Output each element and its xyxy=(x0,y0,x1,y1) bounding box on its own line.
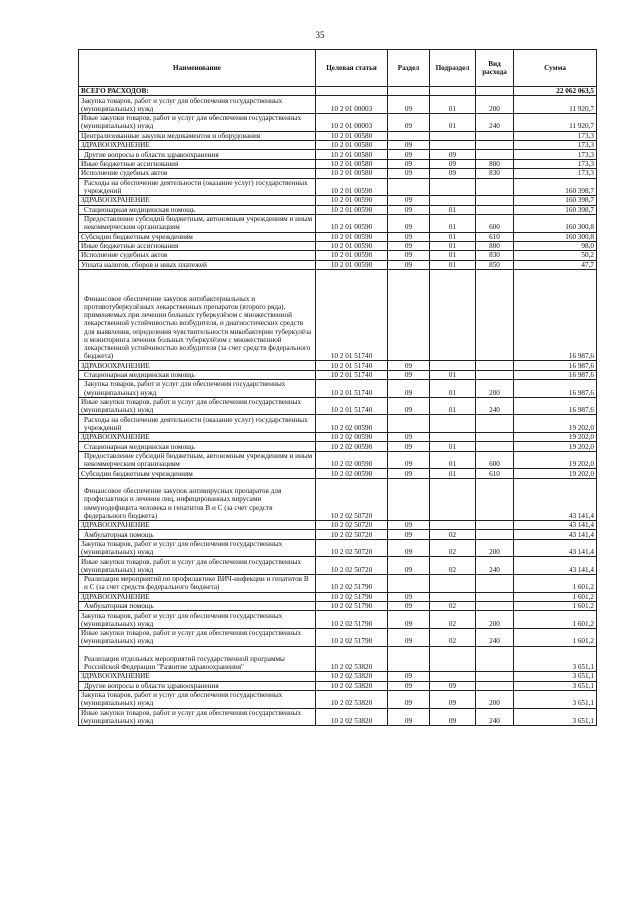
row-target-code: 10 2 02 00590 xyxy=(316,433,388,442)
table-row xyxy=(79,469,597,478)
row-target-code: 10 2 02 51790 xyxy=(316,592,388,601)
row-subsection: 01 xyxy=(430,113,476,131)
row-expense-type xyxy=(476,601,514,610)
row-target-code: 10 2 01 00590 xyxy=(316,196,388,205)
row-expense-type xyxy=(476,87,514,96)
row-subsection xyxy=(430,415,476,433)
row-name: ЗДРАВООХРАНЕНИЕ xyxy=(79,592,316,601)
row-expense-type xyxy=(476,646,514,672)
row-sum: 173,3 xyxy=(514,140,597,149)
row-name: Предоставление субсидий бюджетным, автономным учреждениям и иным некоммерческим организациям xyxy=(79,451,316,469)
row-sum: 3 651,1 xyxy=(514,646,597,672)
row-subsection xyxy=(430,478,476,520)
table-row xyxy=(79,196,597,205)
row-name: Централизованные закупки медикаментов и оборудования xyxy=(79,131,316,140)
row-subsection: 02 xyxy=(430,539,476,557)
row-expense-type xyxy=(476,196,514,205)
row-name: Исполнение судебных актов xyxy=(79,251,316,260)
row-target-code: 10 2 02 50720 xyxy=(316,520,388,529)
row-section: 09 xyxy=(388,433,430,442)
row-name: ЗДРАВООХРАНЕНИЕ xyxy=(79,196,316,205)
row-target-code: 10 2 02 00590 xyxy=(316,415,388,433)
row-name: Субсидии бюджетным учреждениям xyxy=(79,232,316,241)
row-section: 09 xyxy=(388,241,430,250)
row-subsection xyxy=(430,178,476,196)
row-target-code: 10 2 02 53820 xyxy=(316,708,388,726)
row-expense-type: 800 xyxy=(476,241,514,250)
table-header-row xyxy=(79,50,597,87)
row-sum: 47,7 xyxy=(514,260,597,269)
row-sum: 98,0 xyxy=(514,241,597,250)
row-expense-type: 240 xyxy=(476,397,514,415)
row-sum: 173,3 xyxy=(514,150,597,159)
row-subsection: 09 xyxy=(430,681,476,690)
table-row xyxy=(79,361,597,370)
row-subsection: 01 xyxy=(430,251,476,260)
row-sum: 43 141,4 xyxy=(514,530,597,539)
row-expense-type: 600 xyxy=(476,214,514,232)
row-target-code: 10 2 02 51790 xyxy=(316,574,388,592)
row-subsection: 09 xyxy=(430,169,476,178)
table-row xyxy=(79,451,597,469)
table-row xyxy=(79,241,597,250)
row-name: Другие вопросы в области здравоохранения xyxy=(79,150,316,159)
row-subsection: 01 xyxy=(430,205,476,214)
row-name: Другие вопросы в области здравоохранения xyxy=(79,681,316,690)
row-target-code: 10 2 01 00003 xyxy=(316,96,388,114)
row-expense-type: 830 xyxy=(476,169,514,178)
row-sum: 160 398,7 xyxy=(514,178,597,196)
table-row xyxy=(79,370,597,379)
row-target-code: 10 2 02 50720 xyxy=(316,530,388,539)
row-section xyxy=(388,415,430,433)
row-sum: 16 987,6 xyxy=(514,270,597,361)
row-expense-type: 610 xyxy=(476,232,514,241)
row-subsection: 01 xyxy=(430,451,476,469)
row-sum: 43 141,4 xyxy=(514,557,597,575)
row-subsection xyxy=(430,592,476,601)
table-row xyxy=(79,708,597,726)
row-name: Закупка товаров, работ и услуг для обеспечения государственных (муниципальных) нужд xyxy=(79,96,316,114)
row-subsection: 02 xyxy=(430,601,476,610)
header-expense-type: Вид расхода xyxy=(476,50,514,87)
row-target-code: 10 2 02 00590 xyxy=(316,469,388,478)
row-section: 09 xyxy=(388,592,430,601)
row-name: Амбулаторная помощь xyxy=(79,601,316,610)
row-section: 09 xyxy=(388,140,430,149)
row-section: 09 xyxy=(388,150,430,159)
table-row xyxy=(79,260,597,269)
table-row xyxy=(79,628,597,646)
row-expense-type: 800 xyxy=(476,159,514,168)
row-name: Закупка товаров, работ и услуг для обеспечения государственных (муниципальных) нужд xyxy=(79,380,316,398)
row-subsection: 01 xyxy=(430,380,476,398)
row-sum: 16 987,6 xyxy=(514,361,597,370)
row-subsection xyxy=(430,131,476,140)
table-row xyxy=(79,557,597,575)
row-target-code: 10 2 01 00590 xyxy=(316,178,388,196)
row-name: ЗДРАВООХРАНЕНИЕ xyxy=(79,433,316,442)
row-name: Иные бюджетные ассигнования xyxy=(79,241,316,250)
table-row xyxy=(79,205,597,214)
row-sum: 160 398,7 xyxy=(514,196,597,205)
row-sum: 1 601,2 xyxy=(514,628,597,646)
row-subsection: 02 xyxy=(430,530,476,539)
row-name: Стационарная медицинская помощь xyxy=(79,370,316,379)
row-subsection xyxy=(430,646,476,672)
row-subsection xyxy=(430,433,476,442)
row-expense-type: 610 xyxy=(476,469,514,478)
row-subsection: 01 xyxy=(430,469,476,478)
table-row xyxy=(79,415,597,433)
row-sum: 16 987,6 xyxy=(514,370,597,379)
row-section: 09 xyxy=(388,681,430,690)
row-sum: 22 062 063,5 xyxy=(514,87,597,96)
row-expense-type xyxy=(476,131,514,140)
row-sum: 43 141,4 xyxy=(514,539,597,557)
row-subsection: 09 xyxy=(430,150,476,159)
row-subsection xyxy=(430,196,476,205)
row-subsection: 01 xyxy=(430,370,476,379)
row-name: Амбулаторная помощь xyxy=(79,530,316,539)
header-sum: Сумма xyxy=(514,50,597,87)
header-subsection: Подраздел xyxy=(430,50,476,87)
row-section: 09 xyxy=(388,451,430,469)
table-row xyxy=(79,87,597,96)
row-name: ВСЕГО РАСХОДОВ: xyxy=(79,87,316,96)
row-target-code: 10 2 02 50720 xyxy=(316,478,388,520)
row-section: 09 xyxy=(388,380,430,398)
row-subsection: 01 xyxy=(430,214,476,232)
row-expense-type: 200 xyxy=(476,539,514,557)
row-name: ЗДРАВООХРАНЕНИЕ xyxy=(79,361,316,370)
row-section: 09 xyxy=(388,251,430,260)
row-name: Реализация отдельных мероприятий государственной программы Российской Федерации "Развитие здравоохранения" xyxy=(79,646,316,672)
row-subsection: 01 xyxy=(430,232,476,241)
row-sum: 173,3 xyxy=(514,131,597,140)
row-target-code: 10 2 02 53820 xyxy=(316,691,388,709)
row-name: Предоставление субсидий бюджетным, автономным учреждениям и иным некоммерческим организациям xyxy=(79,214,316,232)
table-row xyxy=(79,691,597,709)
table-body xyxy=(79,87,597,726)
row-target-code: 10 2 01 00580 xyxy=(316,131,388,140)
row-section: 09 xyxy=(388,260,430,269)
row-sum: 19 202,0 xyxy=(514,433,597,442)
row-subsection: 01 xyxy=(430,442,476,451)
row-sum: 43 141,4 xyxy=(514,478,597,520)
row-section: 09 xyxy=(388,691,430,709)
row-subsection xyxy=(430,87,476,96)
row-section xyxy=(388,178,430,196)
table-row xyxy=(79,169,597,178)
row-section: 09 xyxy=(388,530,430,539)
row-subsection: 01 xyxy=(430,96,476,114)
row-target-code: 10 2 01 00590 xyxy=(316,241,388,250)
row-section: 09 xyxy=(388,628,430,646)
table-row xyxy=(79,131,597,140)
table-row xyxy=(79,530,597,539)
row-sum: 3 651,1 xyxy=(514,672,597,681)
row-sum: 19 202,0 xyxy=(514,451,597,469)
row-sum: 19 202,0 xyxy=(514,415,597,433)
row-subsection: 09 xyxy=(430,708,476,726)
row-expense-type: 830 xyxy=(476,251,514,260)
row-section: 09 xyxy=(388,205,430,214)
row-expense-type: 600 xyxy=(476,451,514,469)
row-subsection xyxy=(430,520,476,529)
row-target-code: 10 2 02 51790 xyxy=(316,628,388,646)
table-row xyxy=(79,178,597,196)
table-row xyxy=(79,601,597,610)
row-name: Закупка товаров, работ и услуг для обеспечения государственных (муниципальных) нужд xyxy=(79,539,316,557)
row-expense-type: 200 xyxy=(476,380,514,398)
row-expense-type xyxy=(476,530,514,539)
row-target-code: 10 2 01 00590 xyxy=(316,232,388,241)
table-row xyxy=(79,113,597,131)
row-target-code: 10 2 01 00003 xyxy=(316,113,388,131)
row-target-code: 10 2 02 00590 xyxy=(316,442,388,451)
row-name: Исполнение судебных актов xyxy=(79,169,316,178)
row-expense-type: 200 xyxy=(476,691,514,709)
row-name: Реализация мероприятий по профилактике ВИЧ-инфекции и гепатитов B и C (за счет средств федерального бюджета) xyxy=(79,574,316,592)
row-subsection: 09 xyxy=(430,691,476,709)
row-target-code: 10 2 01 51740 xyxy=(316,361,388,370)
row-name: Уплата налогов, сборов и иных платежей xyxy=(79,260,316,269)
row-section: 09 xyxy=(388,169,430,178)
row-target-code: 10 2 01 51740 xyxy=(316,270,388,361)
row-name: ЗДРАВООХРАНЕНИЕ xyxy=(79,520,316,529)
row-target-code: 10 2 01 51740 xyxy=(316,370,388,379)
row-target-code: 10 2 01 00590 xyxy=(316,205,388,214)
row-target-code: 10 2 02 50720 xyxy=(316,557,388,575)
row-name: Иные закупки товаров, работ и услуг для обеспечения государственных (муниципальных) нужд xyxy=(79,113,316,131)
row-target-code: 10 2 01 00580 xyxy=(316,169,388,178)
row-section: 09 xyxy=(388,601,430,610)
row-sum: 1 601,2 xyxy=(514,611,597,629)
row-section: 09 xyxy=(388,397,430,415)
row-section: 09 xyxy=(388,708,430,726)
expenditure-table xyxy=(78,49,597,726)
row-expense-type: 240 xyxy=(476,557,514,575)
row-target-code: 10 2 02 51790 xyxy=(316,601,388,610)
table-row xyxy=(79,681,597,690)
table-row xyxy=(79,672,597,681)
table-row xyxy=(79,150,597,159)
row-sum: 1 601,2 xyxy=(514,574,597,592)
row-name: Закупка товаров, работ и услуг для обеспечения государственных (муниципальных) нужд xyxy=(79,691,316,709)
row-subsection: 09 xyxy=(430,159,476,168)
table-row xyxy=(79,478,597,520)
row-target-code: 10 2 01 51740 xyxy=(316,397,388,415)
row-sum: 19 202,0 xyxy=(514,442,597,451)
table-row xyxy=(79,96,597,114)
row-section: 09 xyxy=(388,361,430,370)
row-name: Закупка товаров, работ и услуг для обеспечения государственных (муниципальных) нужд xyxy=(79,611,316,629)
row-target-code: 10 2 01 00580 xyxy=(316,150,388,159)
row-section: 09 xyxy=(388,370,430,379)
row-expense-type xyxy=(476,574,514,592)
row-name: Расходы на обеспечение деятельности (оказание услуг) государственных учреждений xyxy=(79,178,316,196)
row-sum: 160 398,7 xyxy=(514,205,597,214)
row-name: Расходы на обеспечение деятельности (оказание услуг) государственных учреждений xyxy=(79,415,316,433)
row-expense-type xyxy=(476,681,514,690)
row-expense-type: 850 xyxy=(476,260,514,269)
table-row xyxy=(79,251,597,260)
table-row xyxy=(79,539,597,557)
row-name: ЗДРАВООХРАНЕНИЕ xyxy=(79,672,316,681)
row-subsection: 02 xyxy=(430,628,476,646)
row-expense-type: 240 xyxy=(476,628,514,646)
row-target-code: 10 2 02 50720 xyxy=(316,539,388,557)
row-expense-type: 240 xyxy=(476,113,514,131)
row-target-code: 10 2 02 53820 xyxy=(316,681,388,690)
row-section: 09 xyxy=(388,557,430,575)
row-target-code xyxy=(316,87,388,96)
row-expense-type xyxy=(476,433,514,442)
row-expense-type xyxy=(476,478,514,520)
row-section xyxy=(388,87,430,96)
row-expense-type xyxy=(476,140,514,149)
row-target-code: 10 2 01 51740 xyxy=(316,380,388,398)
row-target-code: 10 2 01 00580 xyxy=(316,140,388,149)
row-sum: 1 601,2 xyxy=(514,601,597,610)
row-name: Стационарная медицинская помощь xyxy=(79,205,316,214)
row-expense-type xyxy=(476,270,514,361)
row-section: 09 xyxy=(388,672,430,681)
row-section: 09 xyxy=(388,539,430,557)
table-row xyxy=(79,232,597,241)
row-section: 09 xyxy=(388,214,430,232)
row-subsection: 01 xyxy=(430,241,476,250)
row-target-code: 10 2 01 00590 xyxy=(316,214,388,232)
table-row xyxy=(79,520,597,529)
row-expense-type xyxy=(476,370,514,379)
row-sum: 1 601,2 xyxy=(514,592,597,601)
row-target-code: 10 2 02 53820 xyxy=(316,646,388,672)
row-section: 09 xyxy=(388,113,430,131)
table-row xyxy=(79,433,597,442)
row-name: Финансовое обеспечение закупок антивирусных препаратов для профилактики и лечения лиц, инфицированных вирусами иммунодефицита человека и гепатитов В и С (за счет средств федерального бюджета) xyxy=(79,478,316,520)
table-row xyxy=(79,159,597,168)
row-subsection xyxy=(430,270,476,361)
row-expense-type xyxy=(476,415,514,433)
row-sum: 11 920,7 xyxy=(514,113,597,131)
row-section: 09 xyxy=(388,611,430,629)
table-row xyxy=(79,574,597,592)
row-sum: 3 651,1 xyxy=(514,691,597,709)
row-subsection: 02 xyxy=(430,611,476,629)
row-section: 09 xyxy=(388,232,430,241)
row-section xyxy=(388,478,430,520)
row-name: ЗДРАВООХРАНЕНИЕ xyxy=(79,140,316,149)
row-section xyxy=(388,270,430,361)
table-row xyxy=(79,214,597,232)
row-expense-type xyxy=(476,150,514,159)
row-section: 09 xyxy=(388,520,430,529)
row-sum: 173,3 xyxy=(514,159,597,168)
row-expense-type xyxy=(476,361,514,370)
table-row xyxy=(79,646,597,672)
row-expense-type xyxy=(476,442,514,451)
row-target-code: 10 2 01 00590 xyxy=(316,251,388,260)
row-expense-type xyxy=(476,592,514,601)
row-target-code: 10 2 01 00590 xyxy=(316,260,388,269)
row-subsection: 01 xyxy=(430,397,476,415)
row-sum: 3 651,1 xyxy=(514,708,597,726)
row-section: 09 xyxy=(388,196,430,205)
row-sum: 160 300,8 xyxy=(514,232,597,241)
row-name: Иные закупки товаров, работ и услуг для обеспечения государственных (муниципальных) нужд xyxy=(79,628,316,646)
row-section xyxy=(388,131,430,140)
table-row xyxy=(79,397,597,415)
row-subsection: 01 xyxy=(430,260,476,269)
row-expense-type xyxy=(476,178,514,196)
table-row xyxy=(79,140,597,149)
row-name: Стационарная медицинская помощь xyxy=(79,442,316,451)
row-target-code: 10 2 01 00580 xyxy=(316,159,388,168)
row-sum: 11 920,7 xyxy=(514,96,597,114)
row-section: 09 xyxy=(388,96,430,114)
row-sum: 19 202,0 xyxy=(514,469,597,478)
table-row xyxy=(79,270,597,361)
row-section: 09 xyxy=(388,442,430,451)
row-section: 09 xyxy=(388,159,430,168)
row-subsection xyxy=(430,140,476,149)
row-expense-type xyxy=(476,205,514,214)
row-subsection: 02 xyxy=(430,557,476,575)
table-row xyxy=(79,611,597,629)
row-sum: 173,3 xyxy=(514,169,597,178)
header-section: Раздел xyxy=(388,50,430,87)
row-subsection xyxy=(430,361,476,370)
row-subsection xyxy=(430,574,476,592)
row-name: Субсидии бюджетным учреждениям xyxy=(79,469,316,478)
row-name: Иные закупки товаров, работ и услуг для обеспечения государственных (муниципальных) нужд xyxy=(79,708,316,726)
row-expense-type: 200 xyxy=(476,611,514,629)
page-number: 35 xyxy=(315,30,325,40)
row-sum: 16 987,6 xyxy=(514,380,597,398)
table-row xyxy=(79,442,597,451)
row-section: 09 xyxy=(388,469,430,478)
table-row xyxy=(79,380,597,398)
row-expense-type xyxy=(476,520,514,529)
row-name: Финансовое обеспечение закупок антибактериальных и противотуберкулёзных лекарственных препаратов (второго ряда), применяемых при лечении больных туберкулёзом с множественной лекарственной устойчивостью возбудителя, и диагностических средств для выявления, определения чувствительности микобактерии туберкулёза и мониторинга лечения больных туберкулёзом с множественной лекарственной устойчивостью возбудителя (за счет средств федерального бюджета) xyxy=(79,270,316,361)
row-section xyxy=(388,646,430,672)
row-sum: 43 141,4 xyxy=(514,520,597,529)
row-sum: 160 300,8 xyxy=(514,214,597,232)
row-expense-type: 240 xyxy=(476,708,514,726)
row-sum: 50,2 xyxy=(514,251,597,260)
header-name: Наименование xyxy=(79,50,316,87)
row-subsection xyxy=(430,672,476,681)
header-target-article: Целевая статья xyxy=(316,50,388,87)
row-sum: 3 651,1 xyxy=(514,681,597,690)
row-target-code: 10 2 02 53820 xyxy=(316,672,388,681)
row-section xyxy=(388,574,430,592)
row-name: Иные бюджетные ассигнования xyxy=(79,159,316,168)
row-name: Иные закупки товаров, работ и услуг для обеспечения государственных (муниципальных) нужд xyxy=(79,557,316,575)
row-expense-type xyxy=(476,672,514,681)
row-expense-type: 200 xyxy=(476,96,514,114)
row-sum: 16 987,6 xyxy=(514,397,597,415)
table-row xyxy=(79,592,597,601)
row-target-code: 10 2 02 51790 xyxy=(316,611,388,629)
row-target-code: 10 2 02 00590 xyxy=(316,451,388,469)
row-name: Иные закупки товаров, работ и услуг для обеспечения государственных (муниципальных) нужд xyxy=(79,397,316,415)
